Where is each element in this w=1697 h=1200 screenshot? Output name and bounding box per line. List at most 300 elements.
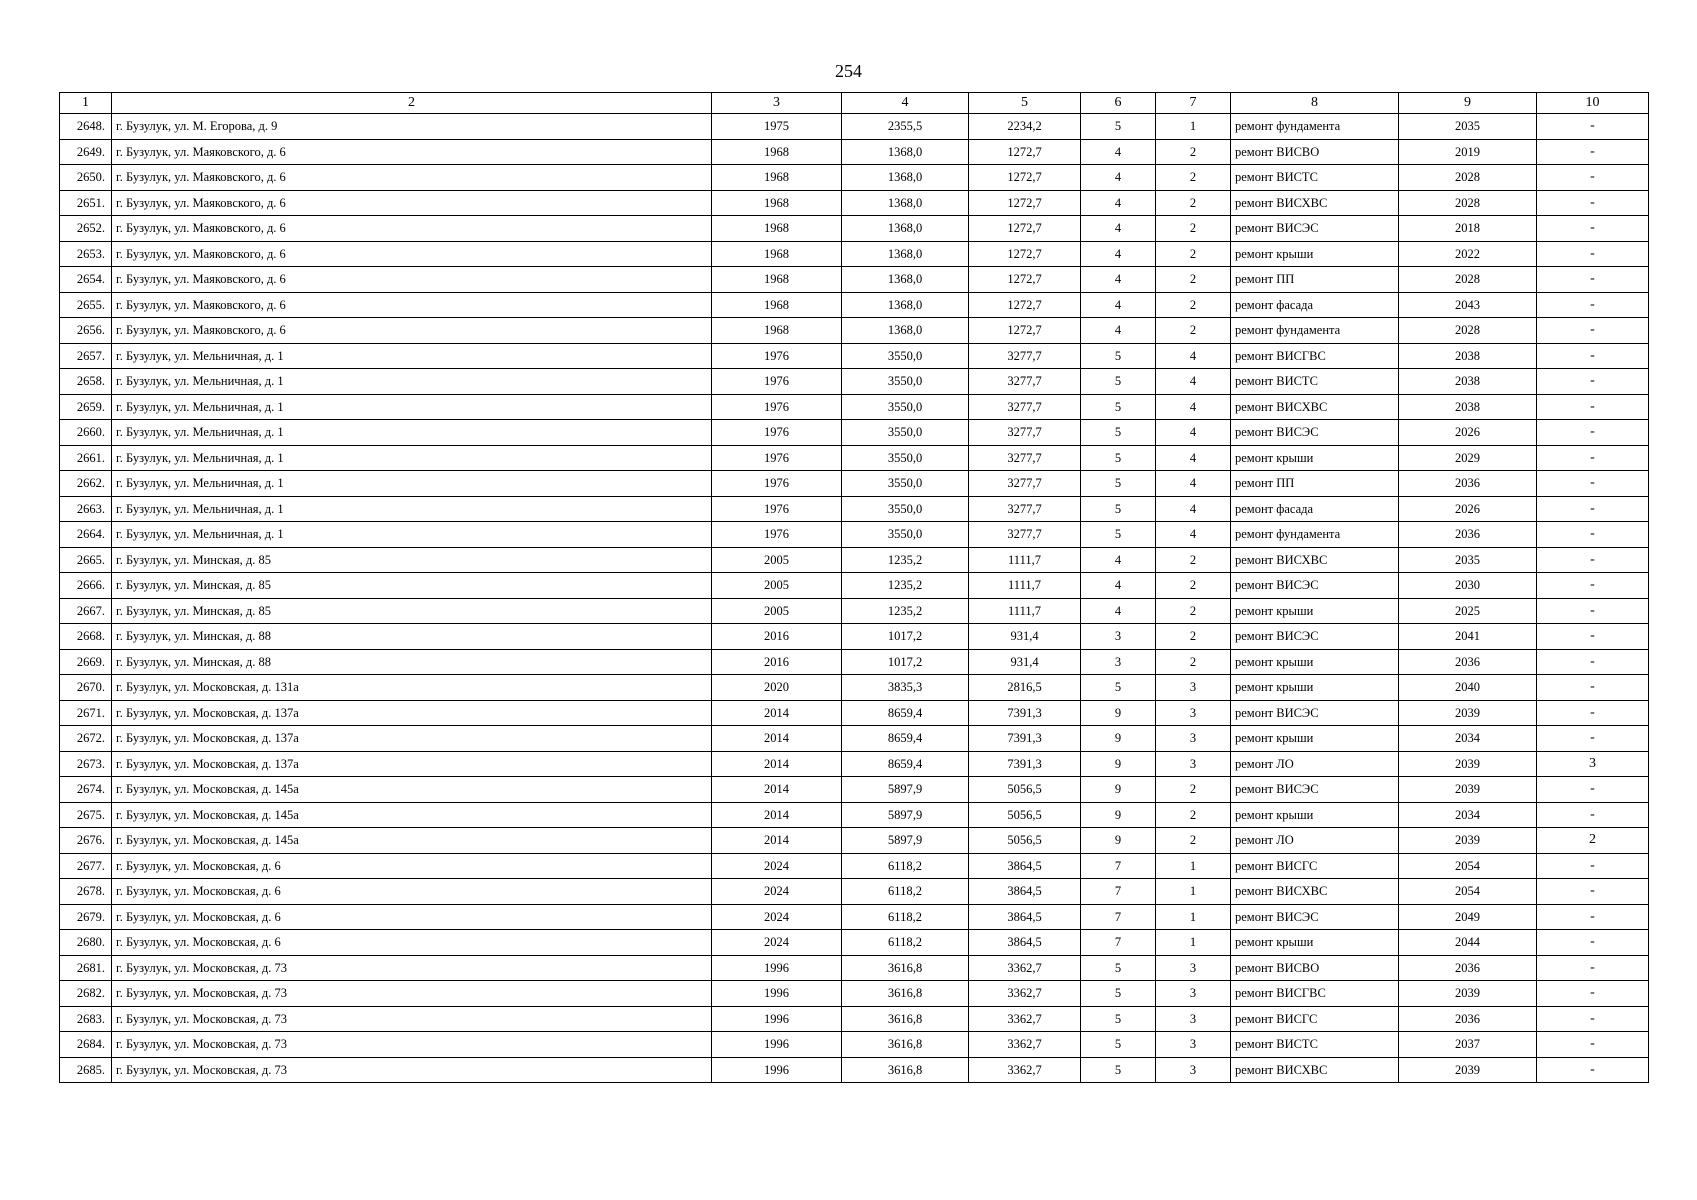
table-cell-col-2: г. Бузулук, ул. Маяковского, д. 6 [112,318,712,344]
table-cell-col-4: 1368,0 [842,318,969,344]
table-cell-col-2: г. Бузулук, ул. Московская, д. 137а [112,751,712,777]
table-cell-col-10: 3 [1537,751,1649,777]
table-cell-col-10: - [1537,955,1649,981]
table-cell-col-6: 4 [1081,318,1156,344]
table-row [60,471,1649,497]
table-cell-col-2: г. Бузулук, ул. Минская, д. 88 [112,624,712,650]
table-cell-col-9: 2036 [1399,471,1537,497]
table-cell-col-4: 3550,0 [842,343,969,369]
column-header-4: 4 [842,93,969,114]
table-cell-col-5: 5056,5 [969,802,1081,828]
table-cell-col-7: 3 [1156,1032,1231,1058]
table-cell-col-7: 3 [1156,1006,1231,1032]
table-cell-col-7: 2 [1156,241,1231,267]
table-cell-col-2: г. Бузулук, ул. Мельничная, д. 1 [112,394,712,420]
table-cell-col-7: 2 [1156,547,1231,573]
table-cell-col-1: 2684. [60,1032,112,1058]
table-cell-col-4: 6118,2 [842,904,969,930]
table-cell-col-8: ремонт крыши [1231,726,1399,752]
table-cell-col-6: 9 [1081,751,1156,777]
table-cell-col-7: 3 [1156,726,1231,752]
table-cell-col-9: 2029 [1399,445,1537,471]
table-cell-col-6: 9 [1081,777,1156,803]
table-cell-col-3: 1976 [712,522,842,548]
table-row [60,598,1649,624]
table-cell-col-8: ремонт ВИСЭС [1231,573,1399,599]
table-cell-col-6: 7 [1081,930,1156,956]
table-cell-col-3: 2014 [712,777,842,803]
table-cell-col-2: г. Бузулук, ул. Маяковского, д. 6 [112,139,712,165]
table-cell-col-7: 2 [1156,649,1231,675]
table-cell-col-10: - [1537,726,1649,752]
table-cell-col-3: 1968 [712,241,842,267]
table-cell-col-8: ремонт крыши [1231,675,1399,701]
table-cell-col-7: 4 [1156,420,1231,446]
table-row [60,981,1649,1007]
table-cell-col-1: 2680. [60,930,112,956]
table-row [60,751,1649,777]
table-cell-col-8: ремонт ВИСЭС [1231,904,1399,930]
table-cell-col-4: 8659,4 [842,726,969,752]
table-cell-col-6: 7 [1081,879,1156,905]
column-header-3: 3 [712,93,842,114]
table-cell-col-6: 9 [1081,828,1156,854]
table-cell-col-5: 1272,7 [969,267,1081,293]
table-cell-col-8: ремонт ВИСВО [1231,139,1399,165]
table-cell-col-9: 2018 [1399,216,1537,242]
table-cell-col-2: г. Бузулук, ул. Маяковского, д. 6 [112,165,712,191]
table-cell-col-8: ремонт фундамента [1231,318,1399,344]
table-cell-col-6: 7 [1081,853,1156,879]
table-cell-col-9: 2039 [1399,751,1537,777]
table-cell-col-8: ремонт ВИСТС [1231,369,1399,395]
table-cell-col-6: 4 [1081,598,1156,624]
table-cell-col-5: 2234,2 [969,114,1081,140]
table-cell-col-1: 2656. [60,318,112,344]
table-cell-col-4: 3616,8 [842,1057,969,1083]
table-cell-col-6: 5 [1081,394,1156,420]
table-cell-col-10: - [1537,1057,1649,1083]
table-cell-col-7: 3 [1156,981,1231,1007]
table-cell-col-8: ремонт ЛО [1231,828,1399,854]
table-cell-col-2: г. Бузулук, ул. Минская, д. 85 [112,573,712,599]
table-row [60,114,1649,140]
table-cell-col-5: 931,4 [969,624,1081,650]
table-cell-col-6: 5 [1081,981,1156,1007]
table-row [60,267,1649,293]
table-cell-col-4: 6118,2 [842,930,969,956]
table-cell-col-8: ремонт ВИСЭС [1231,777,1399,803]
table-cell-col-9: 2054 [1399,853,1537,879]
table-cell-col-5: 1111,7 [969,547,1081,573]
table-cell-col-4: 1368,0 [842,139,969,165]
table-cell-col-8: ремонт ВИСХВС [1231,190,1399,216]
table-cell-col-10: - [1537,292,1649,318]
table-cell-col-2: г. Бузулук, ул. Минская, д. 88 [112,649,712,675]
table-cell-col-3: 2014 [712,700,842,726]
table-cell-col-6: 4 [1081,190,1156,216]
table-cell-col-7: 4 [1156,471,1231,497]
table-cell-col-2: г. Бузулук, ул. Маяковского, д. 6 [112,190,712,216]
table-cell-col-8: ремонт ВИСЭС [1231,420,1399,446]
table-cell-col-5: 931,4 [969,649,1081,675]
table-cell-col-8: ремонт крыши [1231,649,1399,675]
table-cell-col-1: 2675. [60,802,112,828]
column-header-10: 10 [1537,93,1649,114]
table-cell-col-10: - [1537,879,1649,905]
table-cell-col-4: 3550,0 [842,420,969,446]
table-cell-col-3: 1976 [712,471,842,497]
column-header-5: 5 [969,93,1081,114]
table-cell-col-3: 1976 [712,369,842,395]
table-cell-col-9: 2025 [1399,598,1537,624]
table-cell-col-4: 5897,9 [842,777,969,803]
table-cell-col-6: 5 [1081,343,1156,369]
table-cell-col-3: 1968 [712,216,842,242]
table-cell-col-6: 5 [1081,675,1156,701]
table-cell-col-2: г. Бузулук, ул. Московская, д. 145а [112,802,712,828]
table-cell-col-10: - [1537,394,1649,420]
table-row [60,318,1649,344]
table-cell-col-1: 2667. [60,598,112,624]
table-cell-col-2: г. Бузулук, ул. Минская, д. 85 [112,547,712,573]
table-cell-col-5: 3362,7 [969,1006,1081,1032]
table-cell-col-6: 4 [1081,547,1156,573]
table-cell-col-5: 1272,7 [969,165,1081,191]
table-cell-col-1: 2665. [60,547,112,573]
table-cell-col-5: 7391,3 [969,751,1081,777]
table-row [60,802,1649,828]
table-cell-col-2: г. Бузулук, ул. Мельничная, д. 1 [112,496,712,522]
table-row [60,1006,1649,1032]
table-cell-col-9: 2030 [1399,573,1537,599]
table-cell-col-3: 1996 [712,981,842,1007]
table-cell-col-2: г. Бузулук, ул. Московская, д. 6 [112,904,712,930]
table-cell-col-7: 4 [1156,522,1231,548]
table-cell-col-9: 2028 [1399,267,1537,293]
table-cell-col-5: 3362,7 [969,1057,1081,1083]
table-cell-col-5: 3277,7 [969,471,1081,497]
table-cell-col-5: 7391,3 [969,726,1081,752]
table-row [60,190,1649,216]
table-cell-col-1: 2649. [60,139,112,165]
table-cell-col-10: - [1537,318,1649,344]
table-cell-col-2: г. Бузулук, ул. Московская, д. 145а [112,777,712,803]
table-body [60,114,1649,1083]
table-cell-col-2: г. Бузулук, ул. Мельничная, д. 1 [112,420,712,446]
table-cell-col-7: 2 [1156,802,1231,828]
column-header-6: 6 [1081,93,1156,114]
table-cell-col-10: - [1537,547,1649,573]
table-cell-col-2: г. Бузулук, ул. Московская, д. 137а [112,726,712,752]
table-cell-col-7: 3 [1156,1057,1231,1083]
table-cell-col-1: 2659. [60,394,112,420]
table-cell-col-1: 2669. [60,649,112,675]
table-row [60,1032,1649,1058]
table-cell-col-9: 2038 [1399,369,1537,395]
table-cell-col-9: 2041 [1399,624,1537,650]
table-cell-col-8: ремонт ВИСГС [1231,853,1399,879]
table-cell-col-9: 2039 [1399,981,1537,1007]
table-row [60,700,1649,726]
table-row [60,573,1649,599]
table-cell-col-10: - [1537,802,1649,828]
table-cell-col-7: 2 [1156,139,1231,165]
table-cell-col-5: 3362,7 [969,1032,1081,1058]
table-cell-col-6: 5 [1081,1006,1156,1032]
table-cell-col-5: 5056,5 [969,777,1081,803]
table-cell-col-4: 1368,0 [842,241,969,267]
table-cell-col-7: 3 [1156,675,1231,701]
table-cell-col-5: 3362,7 [969,981,1081,1007]
table-cell-col-1: 2676. [60,828,112,854]
table-cell-col-6: 7 [1081,904,1156,930]
table-cell-col-7: 2 [1156,318,1231,344]
table-cell-col-10: - [1537,904,1649,930]
table-cell-col-7: 4 [1156,394,1231,420]
table-cell-col-7: 1 [1156,114,1231,140]
table-cell-col-1: 2685. [60,1057,112,1083]
table-cell-col-6: 9 [1081,726,1156,752]
table-cell-col-7: 1 [1156,930,1231,956]
table-cell-col-9: 2036 [1399,522,1537,548]
table-cell-col-8: ремонт ВИСГВС [1231,343,1399,369]
table-cell-col-5: 3277,7 [969,420,1081,446]
table-cell-col-2: г. Бузулук, ул. Мельничная, д. 1 [112,471,712,497]
table-cell-col-2: г. Бузулук, ул. Московская, д. 6 [112,853,712,879]
table-cell-col-2: г. Бузулук, ул. Московская, д. 131а [112,675,712,701]
column-header-1: 1 [60,93,112,114]
table-row [60,930,1649,956]
table-cell-col-3: 1976 [712,394,842,420]
table-cell-col-7: 2 [1156,267,1231,293]
table-cell-col-6: 5 [1081,1057,1156,1083]
table-cell-col-3: 2005 [712,547,842,573]
page-number: 254 [835,61,862,81]
table-cell-col-3: 2014 [712,751,842,777]
table-cell-col-6: 5 [1081,420,1156,446]
table-cell-col-2: г. Бузулук, ул. Московская, д. 73 [112,1057,712,1083]
table-cell-col-1: 2682. [60,981,112,1007]
table-cell-col-4: 1235,2 [842,598,969,624]
table-row [60,139,1649,165]
table-cell-col-1: 2657. [60,343,112,369]
table-cell-col-9: 2026 [1399,420,1537,446]
table-cell-col-9: 2037 [1399,1032,1537,1058]
table-cell-col-3: 1996 [712,955,842,981]
table-cell-col-8: ремонт ВИСТС [1231,165,1399,191]
column-header-9: 9 [1399,93,1537,114]
table-cell-col-2: г. Бузулук, ул. Маяковского, д. 6 [112,292,712,318]
table-cell-col-4: 3616,8 [842,1032,969,1058]
table-cell-col-2: г. Бузулук, ул. Маяковского, д. 6 [112,267,712,293]
table-row [60,445,1649,471]
table-cell-col-6: 9 [1081,700,1156,726]
table-cell-col-7: 2 [1156,777,1231,803]
table-cell-col-5: 2816,5 [969,675,1081,701]
table-cell-col-10: - [1537,445,1649,471]
table-cell-col-1: 2651. [60,190,112,216]
table-cell-col-8: ремонт ВИСХВС [1231,879,1399,905]
table-cell-col-9: 2034 [1399,726,1537,752]
table-cell-col-8: ремонт крыши [1231,598,1399,624]
table-cell-col-7: 3 [1156,955,1231,981]
table-cell-col-1: 2666. [60,573,112,599]
table-cell-col-3: 2024 [712,930,842,956]
table-cell-col-2: г. Бузулук, ул. Мельничная, д. 1 [112,445,712,471]
table-cell-col-8: ремонт ВИСХВС [1231,1057,1399,1083]
table-cell-col-7: 2 [1156,624,1231,650]
table-cell-col-7: 1 [1156,879,1231,905]
column-header-8: 8 [1231,93,1399,114]
table-cell-col-2: г. Бузулук, ул. Московская, д. 137а [112,700,712,726]
table-cell-col-6: 3 [1081,624,1156,650]
table-cell-col-10: - [1537,139,1649,165]
table-cell-col-3: 2016 [712,624,842,650]
table-cell-col-9: 2026 [1399,496,1537,522]
table-cell-col-9: 2035 [1399,547,1537,573]
table-cell-col-4: 3616,8 [842,981,969,1007]
table-cell-col-5: 1272,7 [969,318,1081,344]
table-cell-col-1: 2673. [60,751,112,777]
table-cell-col-8: ремонт крыши [1231,241,1399,267]
table-cell-col-2: г. Бузулук, ул. Московская, д. 73 [112,1032,712,1058]
table-row [60,420,1649,446]
table-cell-col-4: 1368,0 [842,165,969,191]
table-cell-col-4: 5897,9 [842,802,969,828]
table-cell-col-3: 1968 [712,190,842,216]
table-cell-col-10: - [1537,700,1649,726]
table-cell-col-6: 5 [1081,114,1156,140]
table-cell-col-5: 7391,3 [969,700,1081,726]
table-cell-col-3: 1996 [712,1032,842,1058]
table-cell-col-4: 1368,0 [842,190,969,216]
table-cell-col-4: 1368,0 [842,292,969,318]
table-cell-col-1: 2648. [60,114,112,140]
table-cell-col-2: г. Бузулук, ул. Московская, д. 73 [112,981,712,1007]
table-cell-col-10: - [1537,1006,1649,1032]
table-cell-col-5: 3864,5 [969,853,1081,879]
table-cell-col-5: 1272,7 [969,241,1081,267]
table-cell-col-1: 2677. [60,853,112,879]
table-cell-col-6: 3 [1081,649,1156,675]
table-cell-col-10: - [1537,241,1649,267]
table-cell-col-4: 3550,0 [842,445,969,471]
table-cell-col-8: ремонт ВИСЭС [1231,216,1399,242]
table-cell-col-4: 3616,8 [842,955,969,981]
table-cell-col-7: 3 [1156,751,1231,777]
table-cell-col-10: - [1537,496,1649,522]
table-cell-col-9: 2022 [1399,241,1537,267]
table-cell-col-1: 2670. [60,675,112,701]
table-cell-col-6: 4 [1081,292,1156,318]
table-cell-col-3: 2024 [712,904,842,930]
table-cell-col-2: г. Бузулук, ул. Московская, д. 6 [112,930,712,956]
table-cell-col-5: 3277,7 [969,369,1081,395]
table-cell-col-2: г. Бузулук, ул. М. Егорова, д. 9 [112,114,712,140]
table-row [60,624,1649,650]
table-cell-col-10: - [1537,471,1649,497]
table-cell-col-8: ремонт фасада [1231,496,1399,522]
table-cell-col-7: 4 [1156,496,1231,522]
table-cell-col-1: 2681. [60,955,112,981]
table-cell-col-6: 5 [1081,955,1156,981]
table-row [60,675,1649,701]
table-cell-col-8: ремонт ВИСХВС [1231,394,1399,420]
table-cell-col-10: - [1537,420,1649,446]
table-cell-col-7: 2 [1156,573,1231,599]
table-cell-col-9: 2036 [1399,955,1537,981]
table-row [60,343,1649,369]
table-cell-col-1: 2668. [60,624,112,650]
table-cell-col-6: 9 [1081,802,1156,828]
table-cell-col-10: - [1537,981,1649,1007]
table-row [60,369,1649,395]
table-cell-col-10: - [1537,777,1649,803]
table-cell-col-9: 2028 [1399,165,1537,191]
table-cell-col-4: 2355,5 [842,114,969,140]
table-cell-col-3: 2016 [712,649,842,675]
table-cell-col-5: 3277,7 [969,343,1081,369]
table-cell-col-5: 1272,7 [969,190,1081,216]
table-cell-col-4: 3835,3 [842,675,969,701]
table-cell-col-8: ремонт ЛО [1231,751,1399,777]
table-cell-col-3: 1975 [712,114,842,140]
table-cell-col-10: - [1537,165,1649,191]
table-cell-col-1: 2653. [60,241,112,267]
table-cell-col-2: г. Бузулук, ул. Маяковского, д. 6 [112,216,712,242]
table-cell-col-5: 3864,5 [969,930,1081,956]
table-cell-col-6: 4 [1081,139,1156,165]
table-cell-col-3: 1968 [712,165,842,191]
table-cell-col-5: 3864,5 [969,904,1081,930]
table-cell-col-6: 4 [1081,216,1156,242]
table-cell-col-5: 5056,5 [969,828,1081,854]
table-cell-col-1: 2683. [60,1006,112,1032]
table-cell-col-10: - [1537,598,1649,624]
table-cell-col-4: 3550,0 [842,394,969,420]
table-row [60,216,1649,242]
table-cell-col-5: 3864,5 [969,879,1081,905]
table-cell-col-9: 2028 [1399,318,1537,344]
table-cell-col-1: 2654. [60,267,112,293]
table-cell-col-4: 3550,0 [842,369,969,395]
table-cell-col-4: 3550,0 [842,471,969,497]
table-cell-col-2: г. Бузулук, ул. Маяковского, д. 6 [112,241,712,267]
table-cell-col-7: 2 [1156,165,1231,191]
table-cell-col-7: 2 [1156,216,1231,242]
table-cell-col-4: 5897,9 [842,828,969,854]
table-cell-col-3: 1996 [712,1006,842,1032]
table-cell-col-8: ремонт фасада [1231,292,1399,318]
table-cell-col-10: - [1537,853,1649,879]
table-cell-col-1: 2662. [60,471,112,497]
table-cell-col-1: 2660. [60,420,112,446]
table-cell-col-8: ремонт ВИСВО [1231,955,1399,981]
table-row [60,955,1649,981]
table-cell-col-5: 1111,7 [969,598,1081,624]
table-cell-col-3: 2014 [712,802,842,828]
table-cell-col-6: 5 [1081,445,1156,471]
table-cell-col-2: г. Бузулук, ул. Мельничная, д. 1 [112,522,712,548]
table-cell-col-8: ремонт фундамента [1231,522,1399,548]
table-cell-col-5: 3277,7 [969,394,1081,420]
table-cell-col-10: - [1537,267,1649,293]
table-cell-col-6: 5 [1081,369,1156,395]
table-cell-col-6: 4 [1081,165,1156,191]
table-cell-col-9: 2038 [1399,394,1537,420]
table-cell-col-3: 2005 [712,598,842,624]
